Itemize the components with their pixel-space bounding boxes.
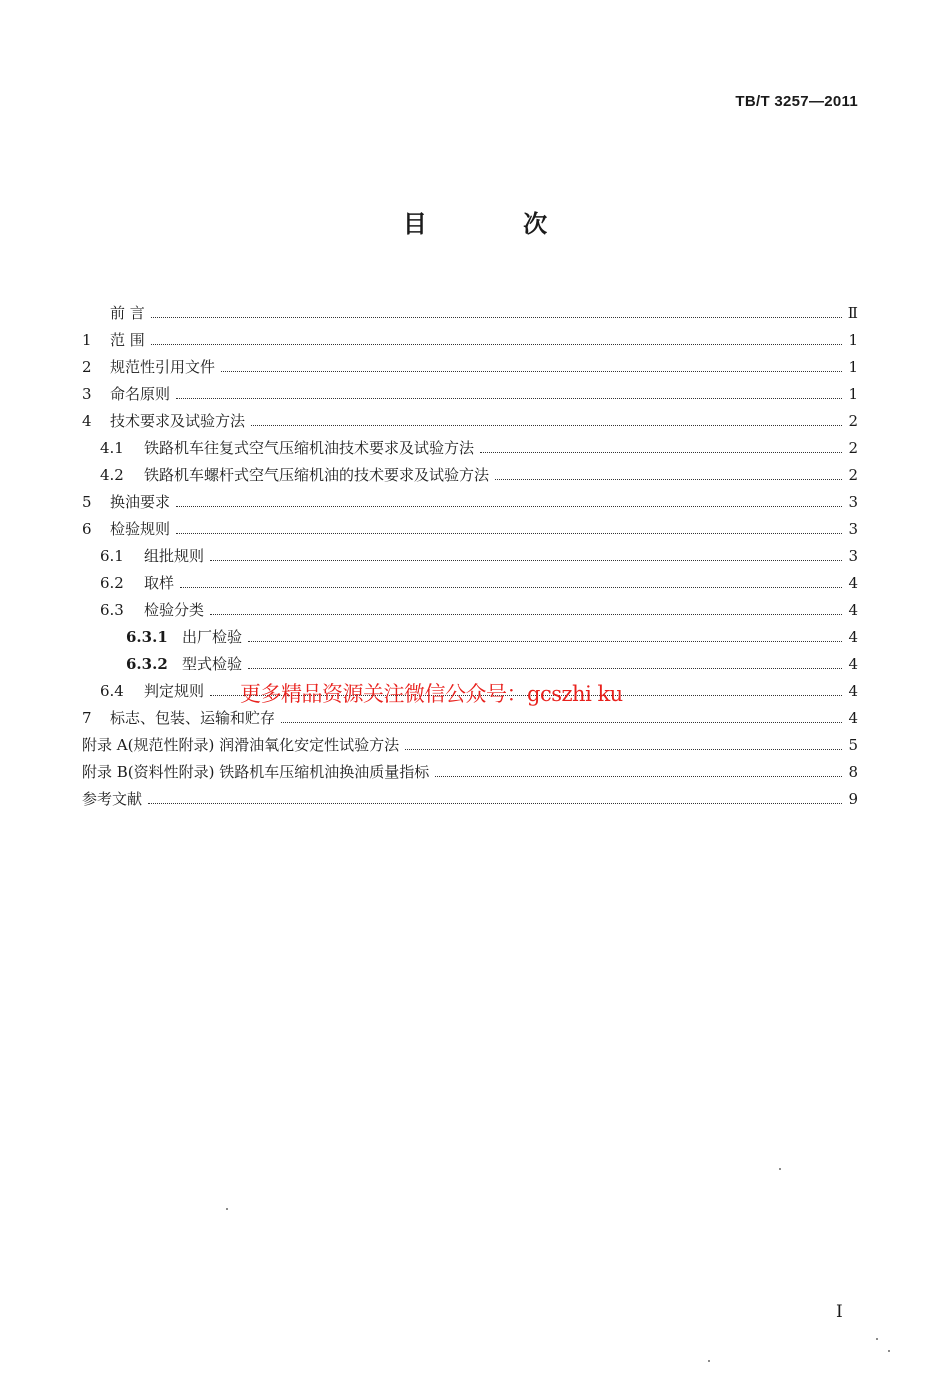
toc-leader-dots — [435, 776, 842, 777]
toc-leader-dots — [405, 749, 842, 750]
toc-entry[interactable] — [82, 572, 858, 599]
toc-entry[interactable] — [82, 329, 858, 356]
toc-label: 参考文献 — [82, 790, 143, 808]
toc-label: 型式检验 — [182, 655, 243, 673]
standard-code: TB/T 3257—2011 — [735, 93, 858, 110]
toc-label: 前 言 — [110, 304, 145, 322]
toc-leader-dots — [281, 722, 842, 723]
scan-speck — [226, 1208, 228, 1210]
toc-entry-references[interactable] — [82, 788, 858, 815]
toc-number: 6.2 — [100, 574, 124, 592]
toc-page: 4 — [848, 709, 858, 727]
toc-page: Ⅱ — [847, 304, 858, 322]
toc-number: 4.1 — [100, 439, 124, 457]
watermark-text: 更多精品资源关注微信公众号：gcszhi ku — [240, 682, 623, 706]
toc-number: 6.3.2 — [126, 655, 168, 673]
toc-number: 6 — [82, 520, 92, 538]
toc-page: 3 — [848, 493, 858, 511]
toc-entry[interactable] — [82, 302, 858, 329]
toc-label: 换油要求 — [110, 493, 171, 511]
toc-entry[interactable] — [82, 518, 858, 545]
toc-page: 2 — [848, 466, 858, 484]
toc-page: 3 — [848, 547, 858, 565]
toc-number: 7 — [82, 709, 92, 727]
toc-number: 2 — [82, 358, 92, 376]
toc-entry[interactable] — [82, 653, 858, 680]
toc-leader-dots — [221, 371, 842, 372]
toc-page: 4 — [848, 655, 858, 673]
toc-number: 6.3 — [100, 601, 124, 619]
toc-label: 判定规则 — [144, 682, 205, 700]
toc-number: 6.1 — [100, 547, 124, 565]
toc-leader-dots — [148, 803, 842, 804]
toc-label: 检验分类 — [144, 601, 205, 619]
toc-entry[interactable] — [82, 599, 858, 626]
toc-leader-dots — [176, 533, 842, 534]
toc-label: 取样 — [144, 574, 175, 592]
toc-entry[interactable] — [82, 356, 858, 383]
toc-leader-dots — [480, 452, 842, 453]
toc-leader-dots — [210, 560, 842, 561]
toc-number: 4 — [82, 412, 92, 430]
toc-number: 4.2 — [100, 466, 124, 484]
toc-leader-dots — [248, 668, 842, 669]
scan-speck — [779, 1168, 781, 1170]
scan-speck — [708, 1360, 710, 1362]
toc-label: 命名原则 — [110, 385, 171, 403]
toc-label: 标志、包装、运输和贮存 — [110, 709, 276, 727]
toc-label: 附录 A(规范性附录) 润滑油氧化安定性试验方法 — [82, 736, 400, 754]
toc-number: 5 — [82, 493, 92, 511]
toc-number: 1 — [82, 331, 92, 349]
toc-number: 6.4 — [100, 682, 124, 700]
toc-leader-dots — [495, 479, 842, 480]
toc-page: 1 — [848, 358, 858, 376]
toc-leader-dots — [151, 344, 842, 345]
table-of-contents — [82, 302, 858, 815]
toc-page: 4 — [848, 601, 858, 619]
toc-leader-dots — [251, 425, 842, 426]
toc-entry[interactable] — [82, 626, 858, 653]
toc-entry-appendix-b[interactable] — [82, 761, 858, 788]
toc-page: 2 — [848, 439, 858, 457]
toc-number: 6.3.1 — [126, 628, 168, 646]
footer-page-number: I — [836, 1302, 843, 1322]
toc-page: 4 — [848, 682, 858, 700]
toc-label: 铁路机车往复式空气压缩机油技术要求及试验方法 — [144, 439, 475, 457]
toc-label: 附录 B(资料性附录) 铁路机车压缩机油换油质量指标 — [82, 763, 430, 781]
toc-page: 5 — [848, 736, 858, 754]
scan-speck — [876, 1338, 878, 1340]
toc-page: 9 — [848, 790, 858, 808]
toc-label: 检验规则 — [110, 520, 171, 538]
page-title: 目 次 — [402, 210, 592, 238]
toc-entry[interactable] — [82, 464, 858, 491]
toc-page: 4 — [848, 574, 858, 592]
toc-label: 出厂检验 — [182, 628, 243, 646]
toc-page: 2 — [848, 412, 858, 430]
toc-page: 1 — [848, 331, 858, 349]
toc-page: 8 — [848, 763, 858, 781]
toc-number: 3 — [82, 385, 92, 403]
scan-speck — [888, 1350, 890, 1352]
toc-leader-dots — [151, 317, 842, 318]
toc-entry[interactable] — [82, 707, 858, 734]
toc-label: 铁路机车螺杆式空气压缩机油的技术要求及试验方法 — [144, 466, 490, 484]
toc-entry[interactable] — [82, 410, 858, 437]
toc-label: 组批规则 — [144, 547, 205, 565]
toc-entry[interactable] — [82, 383, 858, 410]
toc-label: 范 围 — [110, 331, 145, 349]
toc-entry[interactable] — [82, 437, 858, 464]
toc-leader-dots — [176, 506, 842, 507]
toc-label: 技术要求及试验方法 — [110, 412, 246, 430]
toc-leader-dots — [180, 587, 842, 588]
toc-label: 规范性引用文件 — [110, 358, 216, 376]
toc-entry[interactable] — [82, 545, 858, 572]
toc-leader-dots — [248, 641, 842, 642]
toc-leader-dots — [210, 614, 842, 615]
toc-page: 4 — [848, 628, 858, 646]
toc-page: 3 — [848, 520, 858, 538]
toc-leader-dots — [176, 398, 842, 399]
toc-entry[interactable] — [82, 491, 858, 518]
toc-page: 1 — [848, 385, 858, 403]
toc-entry-appendix-a[interactable] — [82, 734, 858, 761]
